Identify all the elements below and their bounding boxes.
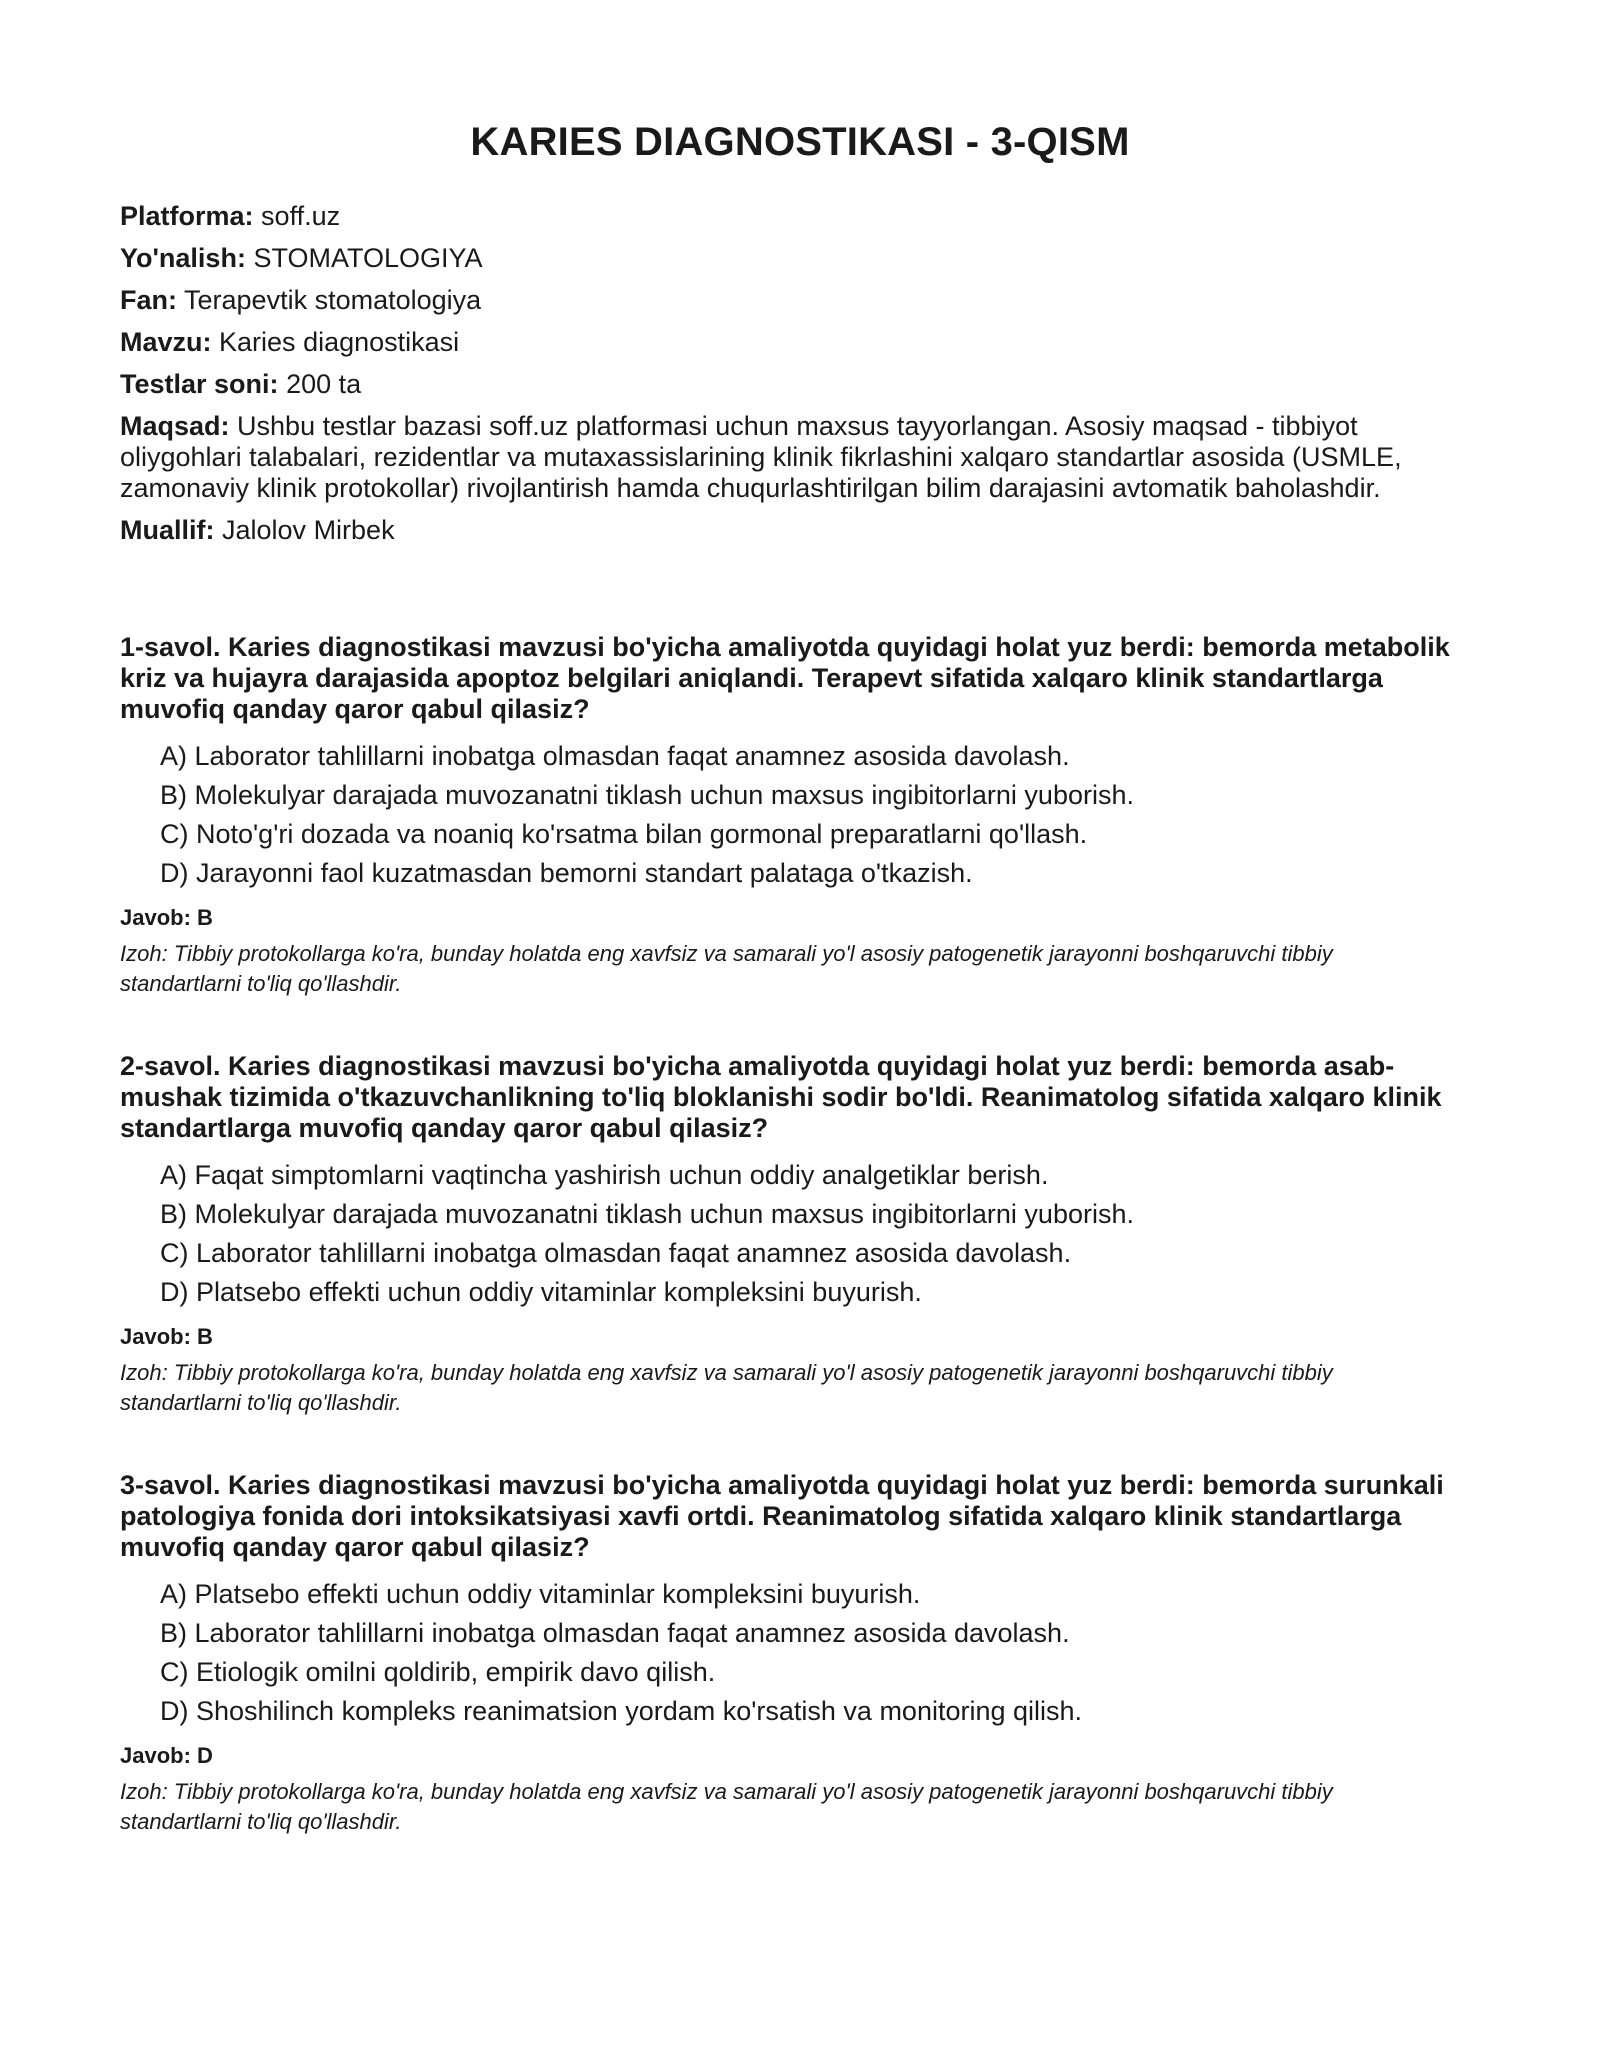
meta-value: Jalolov Mirbek (222, 515, 395, 545)
question-1 (120, 632, 1480, 999)
option-a: A) Platsebo effekti uchun oddiy vitaminlar kompleksini buyurish. (160, 1579, 921, 1609)
question-text: 1-savol. Karies diagnostikasi mavzusi bo'yicha amaliyotda quyidagi holat yuz berdi: bemorda metabolik kriz va hujayra darajasida apoptoz belgilari aniqlandi. Terapevt sifatida xalqaro klinik standartlarga muvofiq qanday qaror qabul qilasiz? (120, 632, 1450, 724)
meta-value: Ushbu testlar bazasi soff.uz platformasi uchun maxsus tayyorlangan. Asosiy maqsad - tibbiyot oliygohlari talabalari, rezidentlar va mutaxassislarining klinik fikrlashini xalqaro standartlar asosida (USMLE, zamonaviy klinik protokollar) rivojlantirish hamda chuqurlashtirilgan bilim darajasini avtomatik baholashdir. (120, 411, 1402, 503)
option-d: D) Platsebo effekti uchun oddiy vitaminlar kompleksini buyurish. (160, 1277, 922, 1307)
option-b: B) Laborator tahlillarni inobatga olmasdan faqat anamnez asosida davolash. (160, 1618, 1070, 1648)
meta-direction (120, 243, 1480, 274)
answer-key: Javob: B (120, 1324, 213, 1349)
meta-subject (120, 285, 1480, 316)
option-c: C) Laborator tahlillarni inobatga olmasdan faqat anamnez asosida davolash. (160, 1238, 1072, 1268)
option-b: B) Molekulyar darajada muvozanatni tiklash uchun maxsus ingibitorlarni yuborish. (160, 1199, 1134, 1229)
option-d: D) Shoshilinch kompleks reanimatsion yordam ko'rsatish va monitoring qilish. (160, 1696, 1083, 1726)
answer-key: Javob: B (120, 905, 213, 930)
answer-options (120, 741, 1480, 889)
question-text: 2-savol. Karies diagnostikasi mavzusi bo'yicha amaliyotda quyidagi holat yuz berdi: bemorda asab-mushak tizimida o'tkazuvchanlikning to'liq bloklanishi sodir bo'ldi. Reanimatolog sifatida xalqaro klinik standartlarga muvofiq qanday qaror qabul qilasiz? (120, 1051, 1442, 1143)
answer-options (120, 1579, 1480, 1727)
answer-explanation: Izoh: Tibbiy protokollarga ko'ra, bunday holatda eng xavfsiz va samarali yo'l asosiy patogenetik jarayonni boshqaruvchi tibbiy standartlarni to'liq qo'llashdir. (120, 941, 1333, 996)
option-c: C) Etiologik omilni qoldirib, empirik davo qilish. (160, 1657, 716, 1687)
option-d: D) Jarayonni faol kuzatmasdan bemorni standart palataga o'tkazish. (160, 858, 973, 888)
meta-purpose (120, 411, 1480, 504)
option-c: C) Noto'g'ri dozada va noaniq ko'rsatma bilan gormonal preparatlarni qo'llash. (160, 819, 1088, 849)
meta-value: STOMATOLOGIYA (253, 243, 483, 273)
question-3 (120, 1470, 1480, 1837)
question-text: 3-savol. Karies diagnostikasi mavzusi bo'yicha amaliyotda quyidagi holat yuz berdi: bemorda surunkali patologiya fonida dori intoksikatsiyasi xavfi ortdi. Reanimatolog sifatida xalqaro klinik standartlarga muvofiq qanday qaror qabul qilasiz? (120, 1470, 1444, 1562)
meta-key: Yo'nalish: (120, 243, 246, 273)
meta-key: Muallif: (120, 515, 215, 545)
option-a: A) Faqat simptomlarni vaqtincha yashirish uchun oddiy analgetiklar berish. (160, 1160, 1049, 1190)
meta-key: Maqsad: (120, 411, 230, 441)
meta-key: Mavzu: (120, 327, 212, 357)
answer-explanation: Izoh: Tibbiy protokollarga ko'ra, bunday holatda eng xavfsiz va samarali yo'l asosiy patogenetik jarayonni boshqaruvchi tibbiy standartlarni to'liq qo'llashdir. (120, 1779, 1333, 1834)
question-2 (120, 1051, 1480, 1418)
page-title: KARIES DIAGNOSTIKASI - 3-QISM (470, 120, 1130, 164)
answer-key: Javob: D (120, 1743, 213, 1768)
meta-test-count (120, 369, 1480, 400)
meta-key: Testlar soni: (120, 369, 279, 399)
document-meta (120, 201, 1480, 546)
meta-value: Terapevtik stomatologiya (184, 285, 482, 315)
option-b: B) Molekulyar darajada muvozanatni tiklash uchun maxsus ingibitorlarni yuborish. (160, 780, 1134, 810)
meta-author (120, 515, 1480, 546)
question-list (120, 632, 1480, 1837)
meta-value: Karies diagnostikasi (219, 327, 460, 357)
meta-key: Fan: (120, 285, 177, 315)
option-a: A) Laborator tahlillarni inobatga olmasdan faqat anamnez asosida davolash. (160, 741, 1070, 771)
meta-value: 200 ta (286, 369, 362, 399)
meta-platform (120, 201, 1480, 232)
answer-explanation: Izoh: Tibbiy protokollarga ko'ra, bunday holatda eng xavfsiz va samarali yo'l asosiy patogenetik jarayonni boshqaruvchi tibbiy standartlarni to'liq qo'llashdir. (120, 1360, 1333, 1415)
answer-options (120, 1160, 1480, 1308)
meta-value: soff.uz (261, 201, 341, 231)
meta-key: Platforma: (120, 201, 254, 231)
meta-topic (120, 327, 1480, 358)
